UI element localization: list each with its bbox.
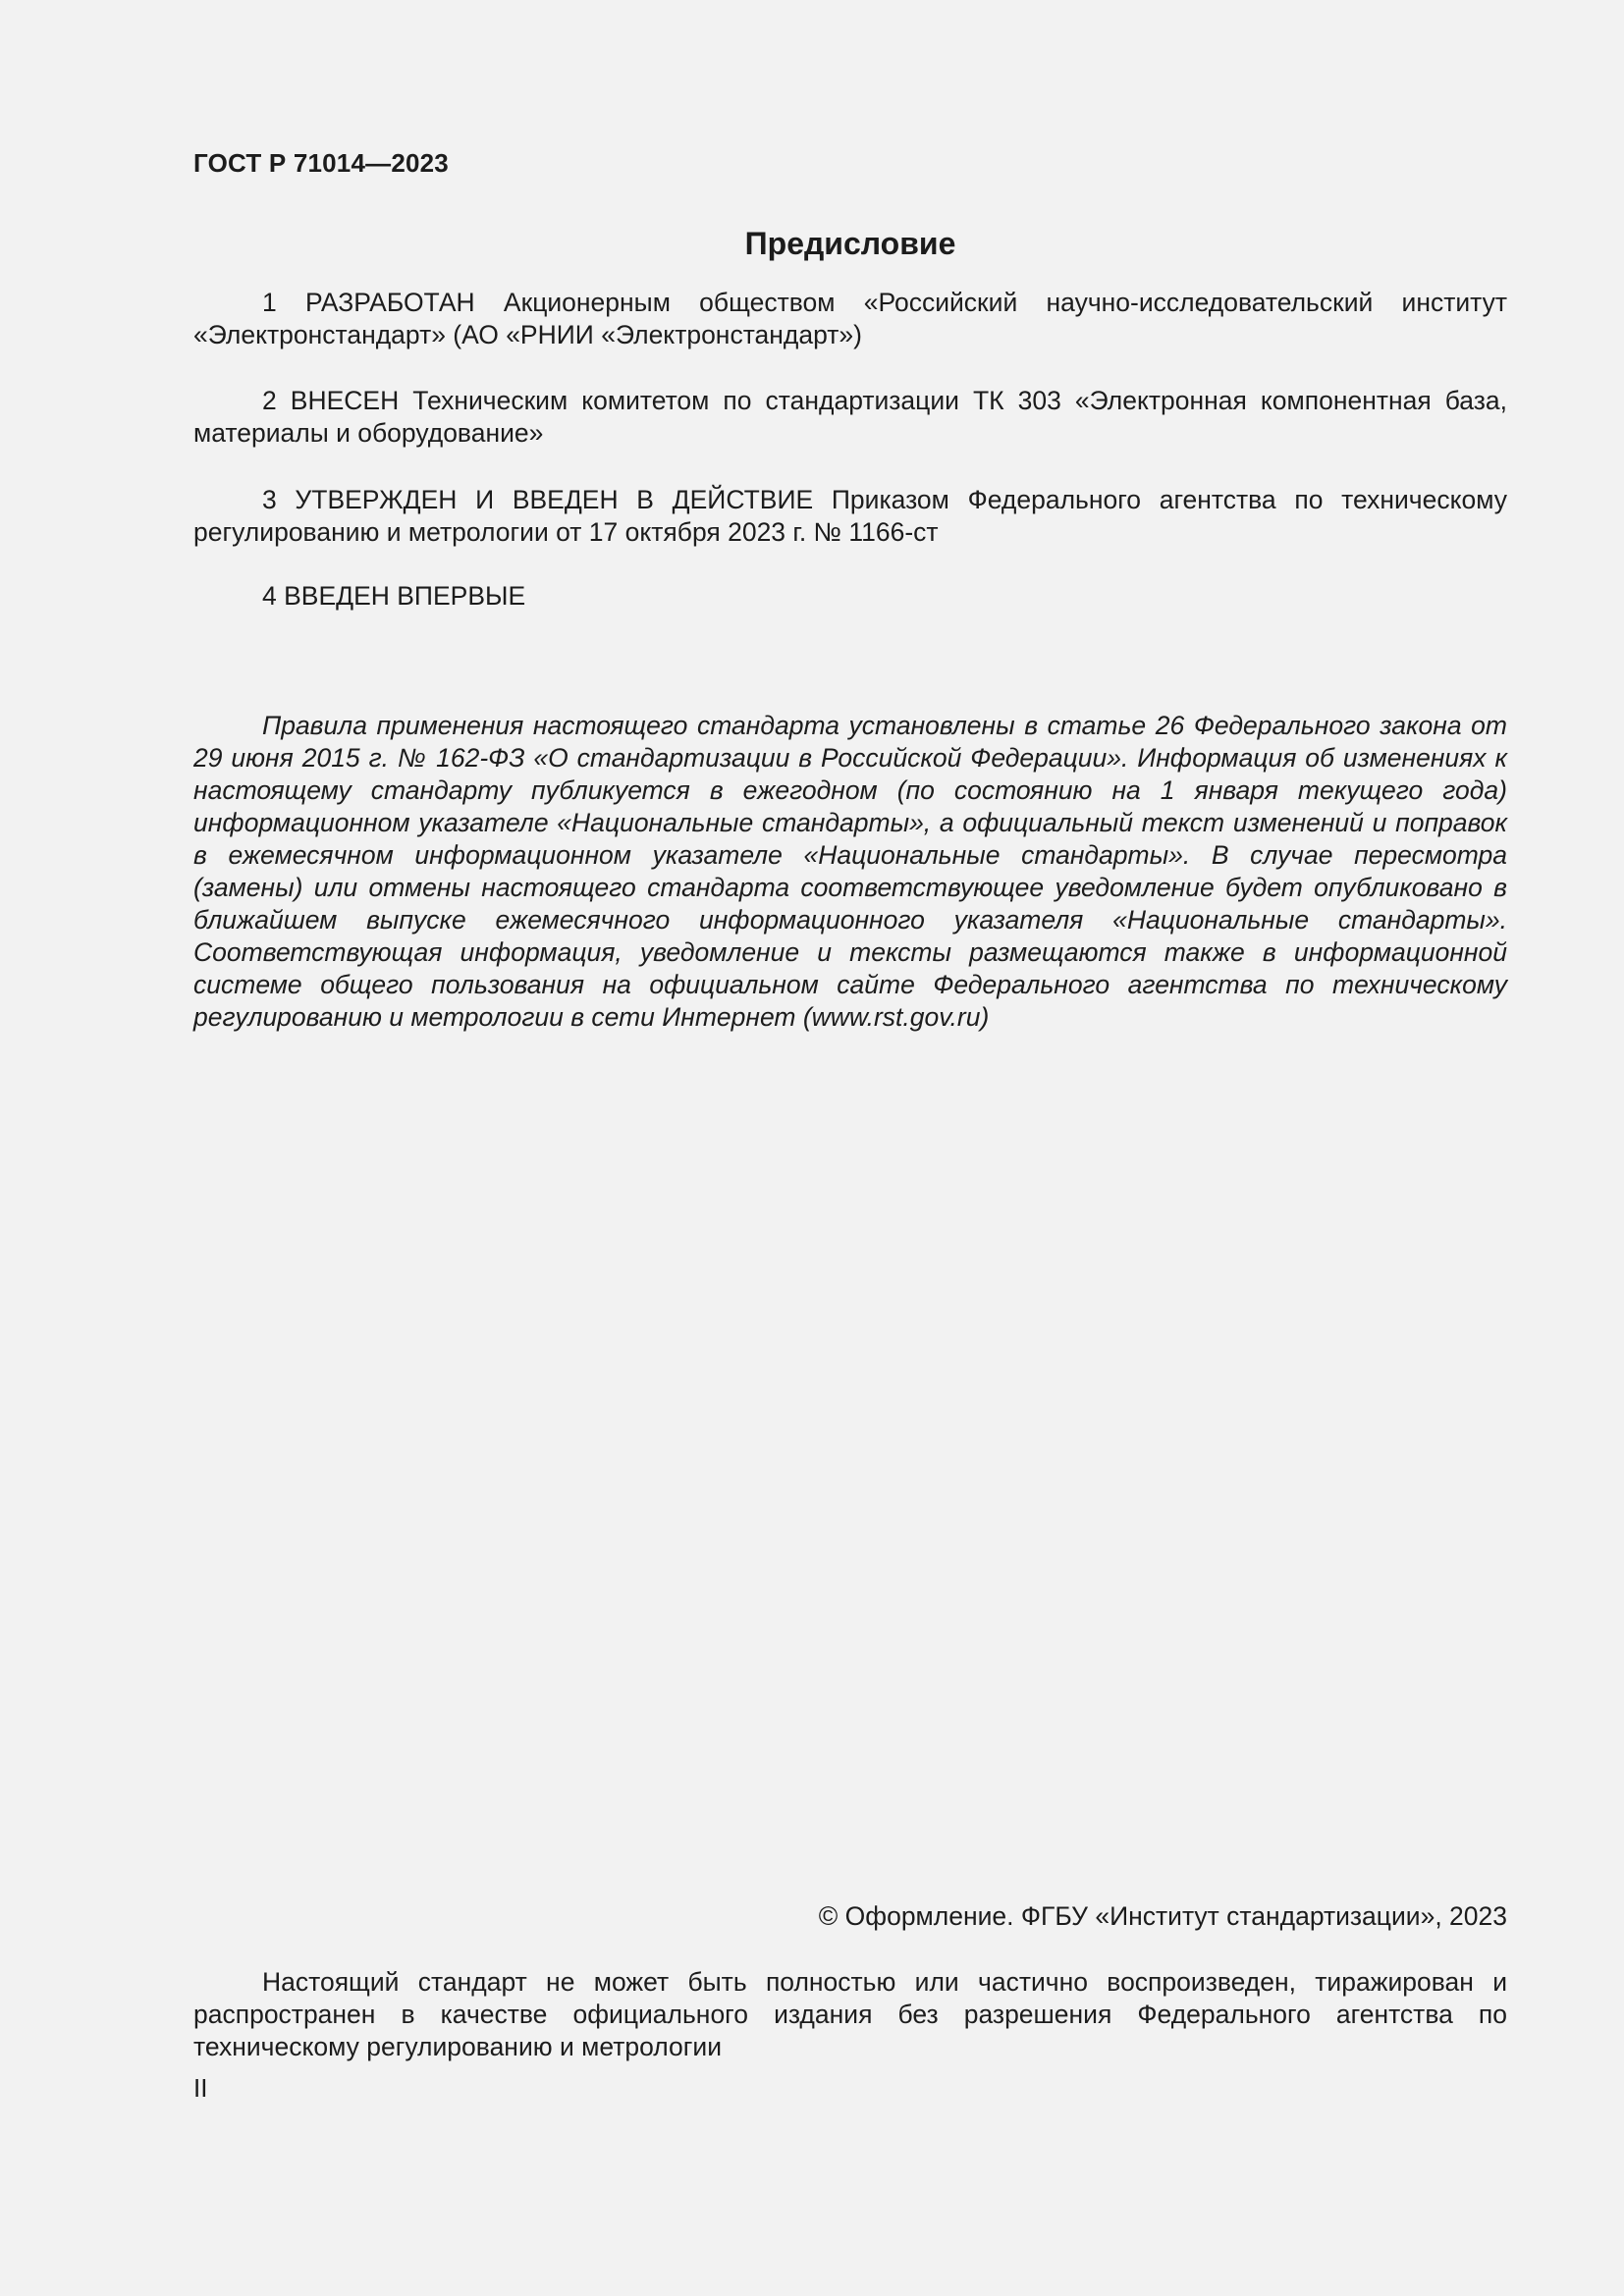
page-title: Предисловие — [744, 226, 956, 261]
reproduction-notice: Настоящий стандарт не может быть полностью или частично воспроизведен, тиражирован и распространен в качестве официального издания без разрешения Федерального агентства по техническому регулированию и метрологии — [193, 1967, 1507, 2061]
paragraph-approved: 3 УТВЕРЖДЕН И ВВЕДЕН В ДЕЙСТВИЕ Приказом Федерального агентства по техническому регулированию и метрологии от 17 октября 2023 г. № 1166-ст — [193, 485, 1507, 547]
rules-of-application-note: Правила применения настоящего стандарта установлены в статье 26 Федерального закона от 29 июня 2015 г. № 162-ФЗ «О стандартизации в Российской Федерации». Информация об изменениях к настоящему стандарту публикуется в ежегодном (по состоянию на 1 января текущего года) информационном указателе «Национальные стандарты», а официальный текст изменений и поправок в ежемесячном информационном указателе «Национальные стандарты». В случае пересмотра (замены) или отмены настоящего стандарта соответствующее уведомление будет опубликовано в ближайшем выпуске ежемесячного информационного указателя «Национальные стандарты». Соответствующая информация, уведомление и тексты размещаются также в информационной системе общего пользования на официальном сайте Федерального агентства по техническому регулированию и метрологии в сети Интернет (www.rst.gov.ru) — [193, 711, 1507, 1032]
document-code: ГОСТ Р 71014—2023 — [193, 148, 449, 178]
paragraph-first-introduced: 4 ВВЕДЕН ВПЕРВЫЕ — [262, 581, 526, 611]
paragraph-developed-by: 1 РАЗРАБОТАН Акционерным обществом «Российский научно-исследовательский институт «Электронстандарт» (АО «РНИИ «Электронстандарт») — [193, 288, 1507, 349]
page-number: II — [193, 2073, 208, 2103]
copyright-line: © Оформление. ФГБУ «Институт стандартизации», 2023 — [818, 1901, 1507, 1931]
paragraph-introduced-by: 2 ВНЕСЕН Техническим комитетом по стандартизации ТК 303 «Электронная компонентная база, материалы и оборудование» — [193, 386, 1507, 448]
